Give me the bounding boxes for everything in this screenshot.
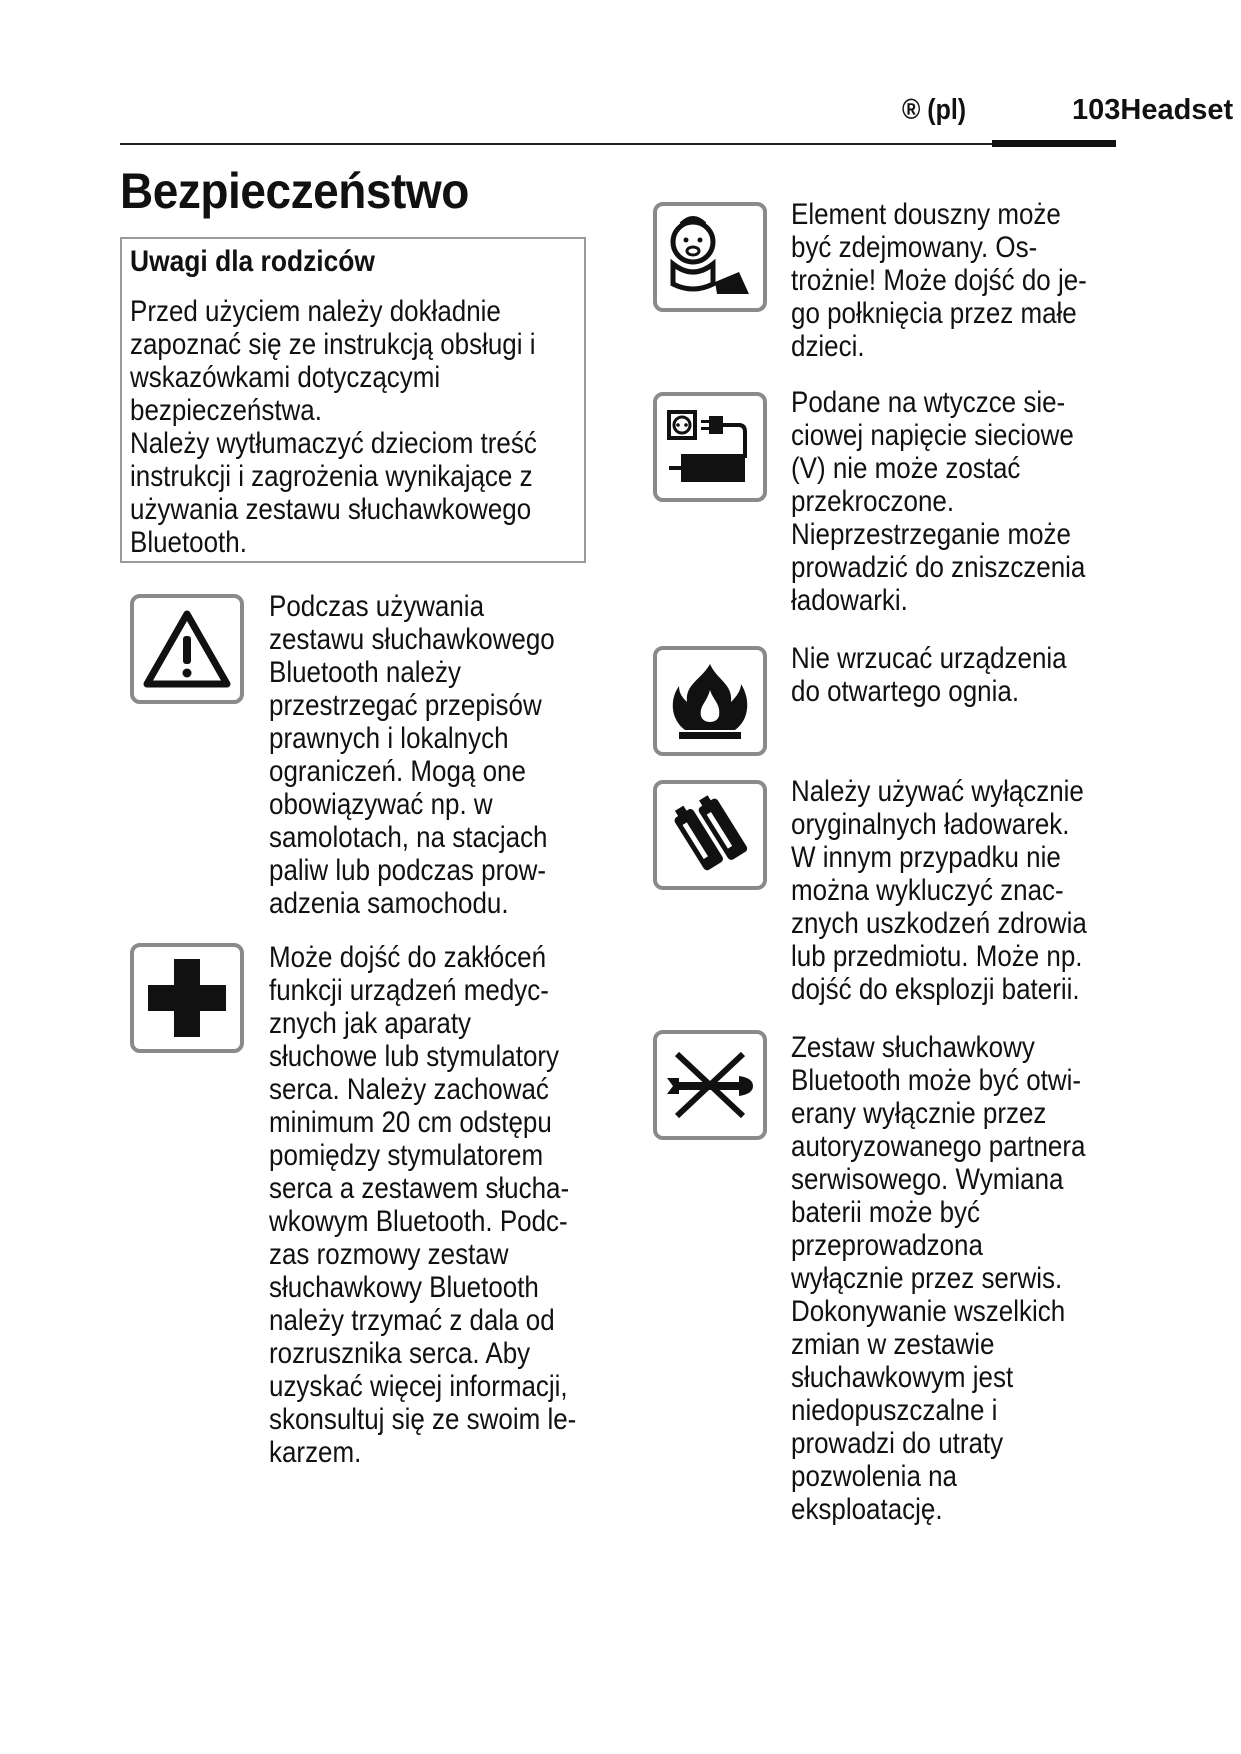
page-title: Bezpieczeństwo bbox=[120, 163, 469, 219]
header-tab-marker bbox=[992, 140, 1116, 147]
fire-text: Nie wrzucać urządzenia do otwartego ognia. bbox=[791, 642, 1067, 708]
header-brand: ® (pl) bbox=[902, 94, 967, 126]
parents-note-text: Przed użyciem należy dokładnie zapoznać się ze instrukcją obsługi i wskazówkami dotyczącymi bezpieczeństwa. Należy wytłumaczyć dzieciom treść instrukcji i zagrożenia wynikające z używania zestawu słuchawkowego Bluetooth. bbox=[130, 295, 537, 559]
charger-plug-icon bbox=[653, 392, 767, 502]
medical-cross-icon bbox=[130, 943, 244, 1053]
medical-text: Może dojść do zakłóceń funkcji urządzeń medyc- znych jak aparaty słuchowe lub stymulatory serca. Należy zachować minimum 20 cm odstępu pomiędzy stymulatorem serca a zestawem słucha- wkowym Bluetooth. Podc- zas rozmowy zestaw słuchawkowy Bluetooth należy trzymać z dala od rozrusznika serca. Aby uzyskać więcej informacji, skonsultuj się ze swoim le- karzem. bbox=[269, 941, 577, 1469]
no-tools-icon bbox=[653, 1030, 767, 1140]
charger-text: Podane na wtyczce sie- ciowej napięcie sieciowe (V) nie może zostać przekroczone. Nieprzestrzeganie może prowadzić do zniszczenia ładowarki. bbox=[791, 386, 1086, 617]
battery-text: Należy używać wyłącznie oryginalnych ładowarek. W innym przypadku nie można wykluczyć znac- znych uszkodzeń zdrowia lub przedmiotu. Może np. dojść do eksplozji baterii. bbox=[791, 775, 1087, 1006]
warning-text: Podczas używania zestawu słuchawkowego Bluetooth należy przestrzegać przepisów prawnych i lokalnych ograniczeń. Mogą one obowiązywać np. w samolotach, na stacjach paliw lub podczas prow- adzenia samochodu. bbox=[269, 590, 555, 920]
no-tools-text: Zestaw słuchawkowy Bluetooth może być otwi- erany wyłącznie przez autoryzowanego partnera serwisowego. Wymiana baterii może być przeprowadzona wyłącznie przez serwis. Dokonywanie wszelkich zmian w zestawie słuchawkowym jest niedopuszczalne i prowadzi do utraty pozwolenia na eksploatację. bbox=[791, 1031, 1086, 1526]
parents-note-heading: Uwagi dla rodziców bbox=[130, 245, 375, 278]
warning-triangle-icon bbox=[130, 594, 244, 704]
battery-icon bbox=[653, 780, 767, 890]
header-rule bbox=[120, 143, 1110, 145]
header-page-label: 103Headset bbox=[1072, 94, 1234, 126]
fire-icon bbox=[653, 646, 767, 756]
child-swallow-text: Element douszny może być zdejmowany. Os- trożnie! Może dojść do je- go połknięcia przez małe dzieci. bbox=[791, 198, 1087, 363]
child-swallow-icon bbox=[653, 202, 767, 312]
parents-note-box bbox=[120, 237, 586, 563]
